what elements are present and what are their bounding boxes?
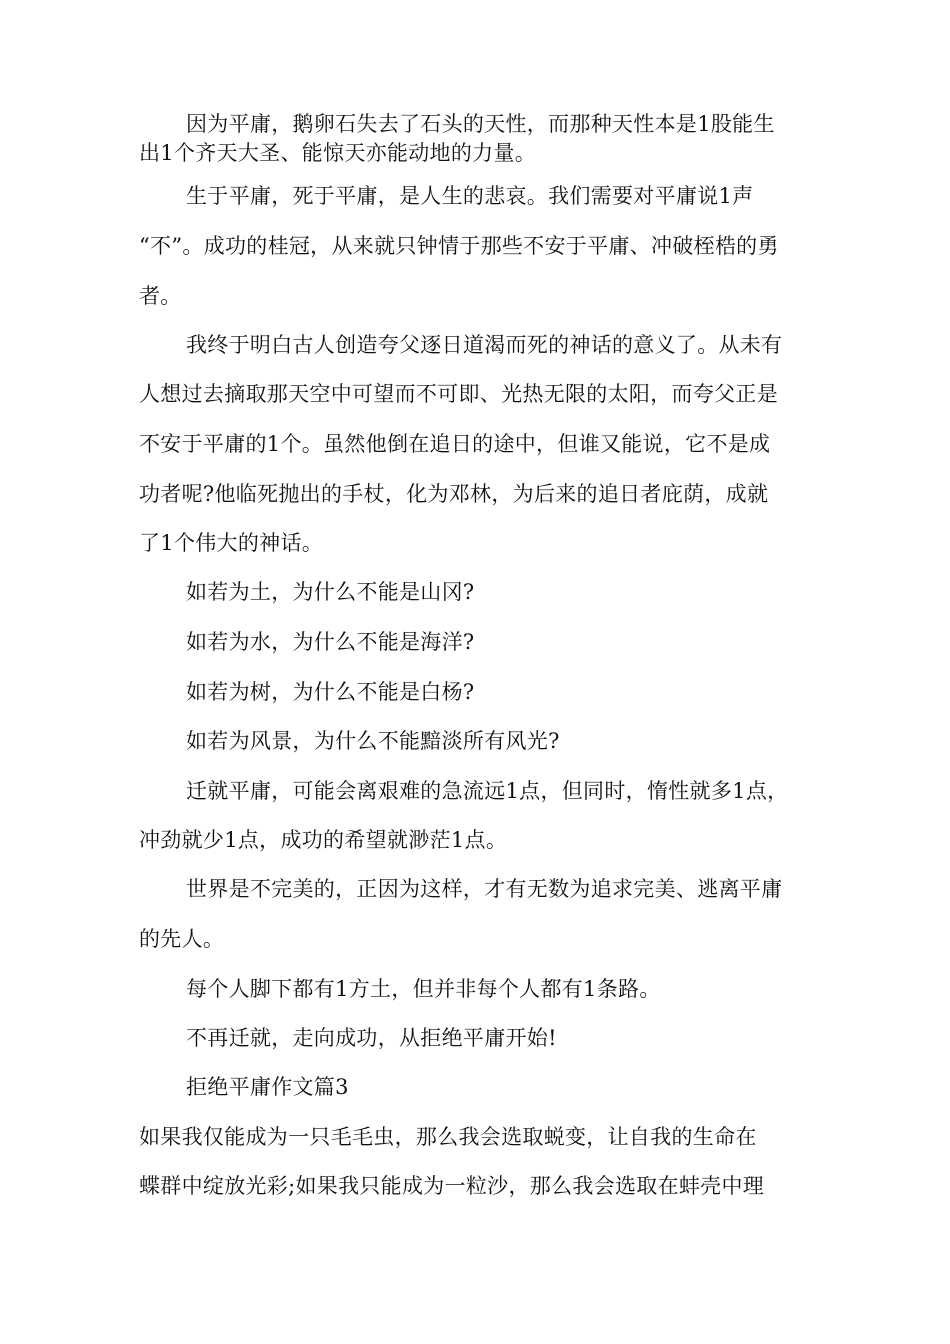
text-line: 冲劲就少1点，成功的希望就渺茫1点。	[139, 828, 508, 852]
text-line: 的先人。	[139, 927, 225, 951]
text-line: 功者呢?他临死抛出的手杖，化为邓林，为后来的追日者庇荫，成就	[139, 482, 769, 506]
text-line: 我终于明白古人创造夸父逐日道渴而死的神话的意义了。从未有	[186, 333, 783, 357]
text-line: 世界是不完美的，正因为这样，才有无数为追求完美、逃离平庸	[186, 877, 783, 901]
text-line: 蝶群中绽放光彩;如果我只能成为一粒沙，那么我会选取在蚌壳中理	[139, 1174, 765, 1198]
text-line: 如若为土，为什么不能是山冈?	[186, 580, 475, 604]
text-line: 出1个齐天大圣、能惊天亦能动地的力量。	[139, 141, 537, 165]
text-line: 不再迁就，走向成功，从拒绝平庸开始!	[186, 1026, 557, 1050]
section-heading: 拒绝平庸作文篇3	[186, 1075, 349, 1099]
text-line: 如果我仅能成为一只毛毛虫，那么我会选取蜕变，让自我的生命在	[139, 1125, 757, 1149]
text-line: 因为平庸，鹅卵石失去了石头的天性，而那种天性本是1股能生	[186, 112, 775, 136]
text-line: 如若为风景，为什么不能黯淡所有风光?	[186, 729, 560, 753]
text-line: 者。	[139, 284, 182, 308]
text-line: 如若为树，为什么不能是白杨?	[186, 680, 475, 704]
text-line: 了1个伟大的神话。	[139, 531, 324, 555]
text-line: 迁就平庸，可能会离艰难的急流远1点，但同时，惰性就多1点，	[186, 779, 789, 803]
text-line: 生于平庸，死于平庸，是人生的悲哀。我们需要对平庸说1声	[186, 184, 754, 208]
text-line: 不安于平庸的1个。虽然他倒在追日的途中，但谁又能说，它不是成	[139, 432, 771, 456]
text-line: 人想过去摘取那天空中可望而不可即、光热无限的太阳，而夸父正是	[139, 382, 778, 406]
text-line: 如若为水，为什么不能是海洋?	[186, 630, 475, 654]
text-line: “不”。成功的桂冠，从来就只钟情于那些不安于平庸、冲破桎梏的勇	[139, 234, 779, 258]
text-line: 每个人脚下都有1方土，但并非每个人都有1条路。	[186, 977, 661, 1001]
